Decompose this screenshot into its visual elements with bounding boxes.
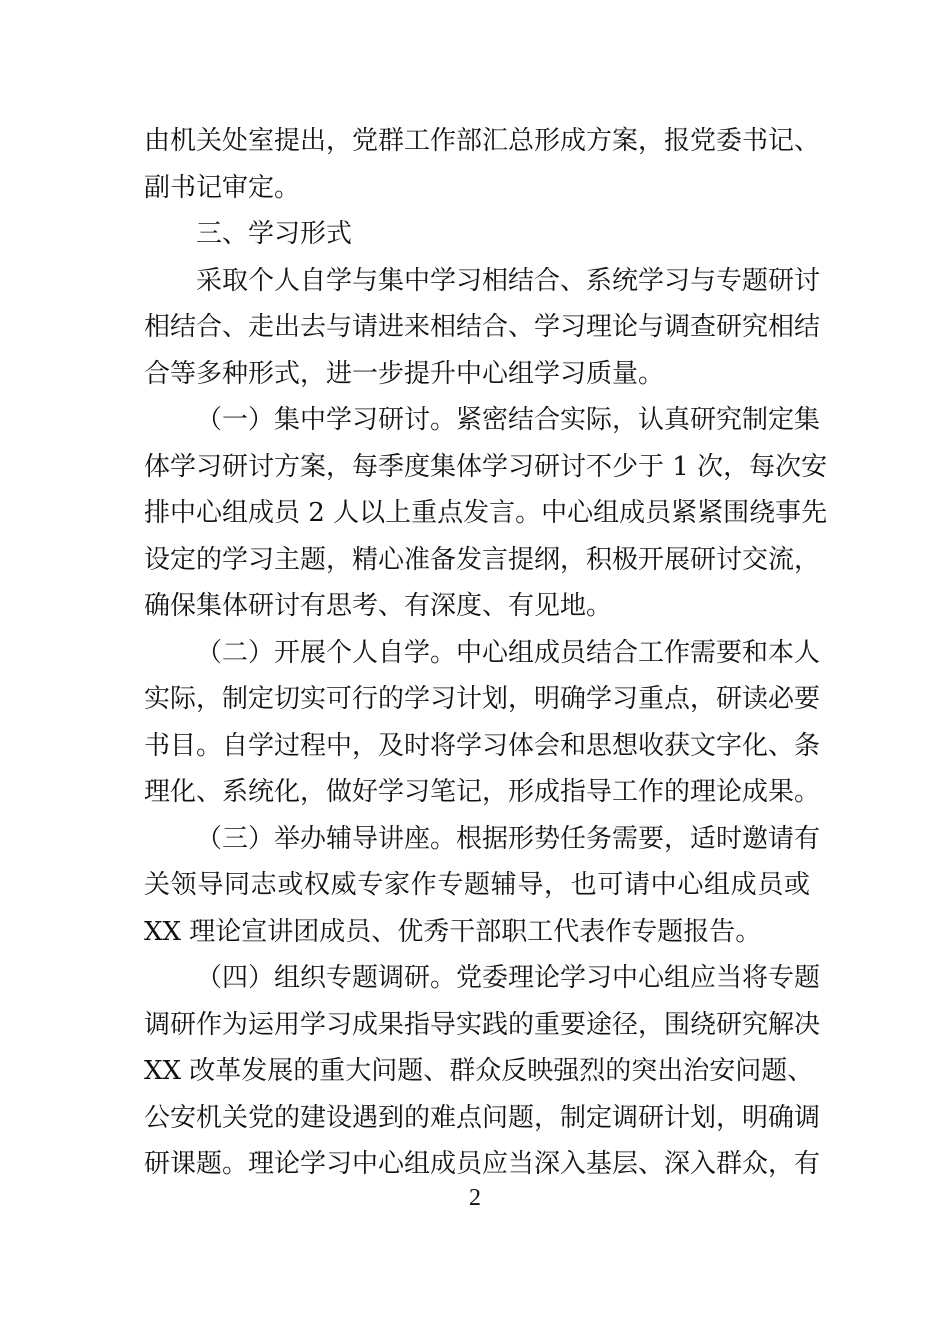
text-line: 由机关处室提出，党群工作部汇总形成方案，报党委书记、 bbox=[144, 126, 821, 156]
text-line: （四）组织专题调研。党委理论学习中心组应当将专题 bbox=[196, 963, 821, 993]
text-line: 理化、系统化，做好学习笔记，形成指导工作的理论成果。 bbox=[144, 777, 821, 807]
text-line: 设定的学习主题，精心准备发言提纲，积极开展研讨交流， bbox=[144, 544, 821, 575]
text-line: 相结合、走出去与请进来相结合、学习理论与调查研究相结 bbox=[144, 312, 821, 342]
text-line: XX 改革发展的重大问题、群众反映强烈的突出治安问题、 bbox=[144, 1056, 814, 1086]
text-line: 调研作为运用学习成果指导实践的重要途径，围绕研究解决 bbox=[144, 1009, 821, 1040]
text-line: XX 理论宣讲团成员、优秀干部职工代表作专题报告。 bbox=[144, 916, 762, 947]
text-line: 合等多种形式，进一步提升中心组学习质量。 bbox=[144, 358, 665, 389]
page-number: 2 bbox=[469, 1185, 481, 1211]
text-line: 采取个人自学与集中学习相结合、系统学习与专题研讨 bbox=[196, 265, 821, 296]
text-line: 体学习研讨方案，每季度集体学习研讨不少于 1 次，每次安 bbox=[144, 451, 828, 482]
text-line: （三）举办辅导讲座。根据形势任务需要，适时邀请有 bbox=[196, 823, 821, 854]
text-line: 研课题。理论学习中心组成员应当深入基层、深入群众，有 bbox=[144, 1149, 821, 1179]
text-line: （二）开展个人自学。中心组成员结合工作需要和本人 bbox=[196, 637, 821, 668]
text-line: 公安机关党的建设遇到的难点问题，制定调研计划，明确调 bbox=[144, 1102, 821, 1133]
text-line: 副书记审定。 bbox=[144, 172, 301, 203]
body-text bbox=[144, 118, 828, 1188]
text-line: 书目。自学过程中，及时将学习体会和思想收获文字化、条 bbox=[144, 730, 821, 761]
text-line: （一）集中学习研讨。紧密结合实际，认真研究制定集 bbox=[196, 405, 821, 435]
section-heading: 三、学习形式 bbox=[196, 219, 353, 249]
text-line: 排中心组成员 2 人以上重点发言。中心组成员紧紧围绕事先 bbox=[144, 498, 828, 528]
text-line: 确保集体研讨有思考、有深度、有见地。 bbox=[144, 591, 613, 621]
text-line: 实际，制定切实可行的学习计划，明确学习重点，研读必要 bbox=[144, 684, 821, 714]
text-line: 关领导同志或权威专家作专题辅导，也可请中心组成员或 bbox=[144, 870, 810, 900]
